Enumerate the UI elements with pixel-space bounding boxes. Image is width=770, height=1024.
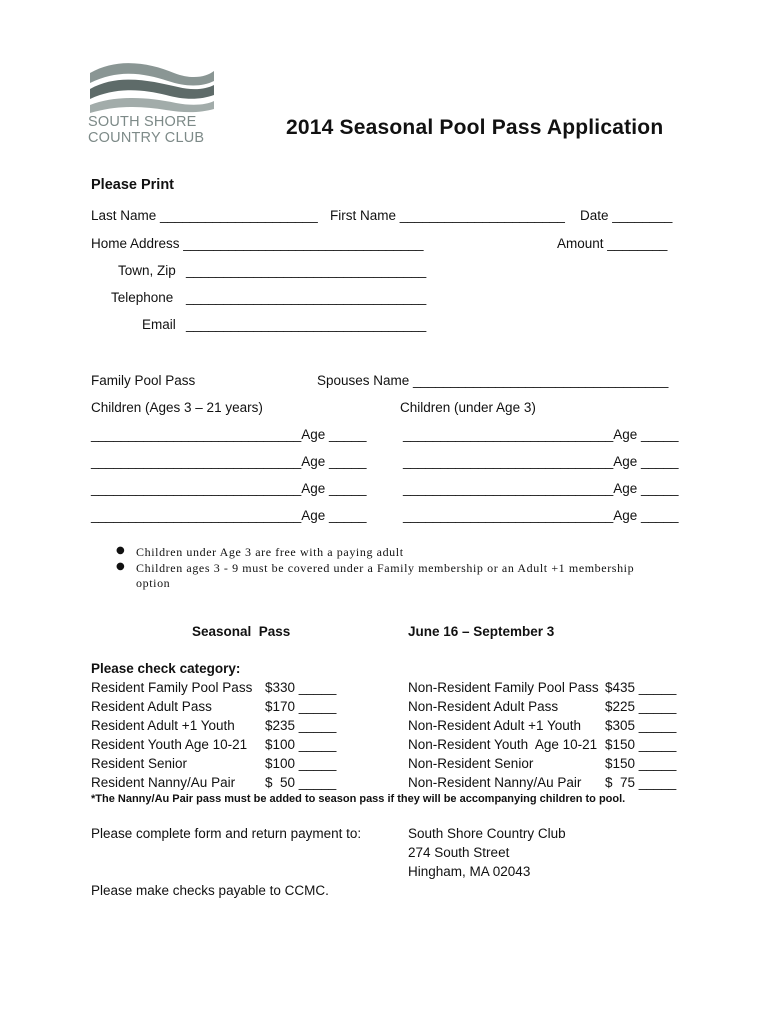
resident-family-pool-pass: Resident Family Pool Pass bbox=[91, 680, 253, 695]
nonresident-youth-price[interactable]: $150 _____ bbox=[605, 737, 677, 752]
child-younger-line-3[interactable]: ____________________________Age _____ bbox=[403, 481, 679, 496]
return-label: Please complete form and return payment to: bbox=[91, 826, 362, 841]
nanny-note: *The Nanny/Au Pair pass must be added to season pass if they will be accompanying children to pool. bbox=[91, 793, 626, 805]
page-title: 2014 Seasonal Pool Pass Application bbox=[286, 116, 664, 139]
checks-payable-note: Please make checks payable to CCMC. bbox=[91, 883, 329, 898]
resident-senior: Resident Senior bbox=[91, 756, 188, 771]
return-address-line-3: Hingham, MA 02043 bbox=[408, 864, 531, 879]
child-older-line-3[interactable]: ____________________________Age _____ bbox=[91, 481, 367, 496]
family-pool-pass-label: Family Pool Pass bbox=[91, 373, 196, 388]
category-heading: Please check category: bbox=[91, 661, 241, 676]
nonresident-nanny-price[interactable]: $ 75 _____ bbox=[605, 775, 677, 790]
logo-text-line-1: SOUTH SHORE bbox=[88, 114, 197, 130]
return-address-line-1: South Shore Country Club bbox=[408, 826, 566, 841]
resident-nanny-price[interactable]: $ 50 _____ bbox=[265, 775, 337, 790]
email-field[interactable]: ________________________________ bbox=[186, 317, 427, 332]
town-zip-label: Town, Zip bbox=[118, 263, 176, 278]
telephone-field[interactable]: ________________________________ bbox=[186, 290, 427, 305]
please-print-heading: Please Print bbox=[91, 177, 175, 193]
nonresident-nanny: Non-Resident Nanny/Au Pair bbox=[408, 775, 582, 790]
town-zip-field[interactable]: ________________________________ bbox=[186, 263, 427, 278]
nonresident-adult-plus-youth-price[interactable]: $305 _____ bbox=[605, 718, 677, 733]
first-name-field[interactable]: First Name ______________________ bbox=[330, 208, 565, 223]
nonresident-adult-pass-price[interactable]: $225 _____ bbox=[605, 699, 677, 714]
child-younger-line-2[interactable]: ____________________________Age _____ bbox=[403, 454, 679, 469]
last-name-field[interactable]: Last Name _____________________ bbox=[91, 208, 318, 223]
nonresident-adult-pass: Non-Resident Adult Pass bbox=[408, 699, 559, 714]
resident-adult-pass-price[interactable]: $170 _____ bbox=[265, 699, 337, 714]
nonresident-youth: Non-Resident Youth Age 10-21 bbox=[408, 737, 598, 752]
logo-text-line-2: COUNTRY CLUB bbox=[88, 130, 205, 146]
resident-senior-price[interactable]: $100 _____ bbox=[265, 756, 337, 771]
children-younger-heading: Children (under Age 3) bbox=[400, 400, 536, 415]
note-under-3: Children under Age 3 are free with a paying adult bbox=[136, 545, 404, 559]
children-older-heading: Children (Ages 3 – 21 years) bbox=[91, 400, 263, 415]
bullet-icon: ● bbox=[116, 545, 125, 556]
child-older-line-4[interactable]: ____________________________Age _____ bbox=[91, 508, 367, 523]
resident-family-pool-pass-price[interactable]: $330 _____ bbox=[265, 680, 337, 695]
resident-adult-plus-youth-price[interactable]: $235 _____ bbox=[265, 718, 337, 733]
child-older-line-1[interactable]: ____________________________Age _____ bbox=[91, 427, 367, 442]
resident-youth: Resident Youth Age 10-21 bbox=[91, 737, 248, 752]
email-label: Email bbox=[142, 317, 176, 332]
seasonal-pass-label: Seasonal Pass bbox=[192, 624, 291, 639]
home-address-field[interactable]: Home Address ________________________________ bbox=[91, 236, 424, 251]
nonresident-adult-plus-youth: Non-Resident Adult +1 Youth bbox=[408, 718, 582, 733]
child-younger-line-1[interactable]: ____________________________Age _____ bbox=[403, 427, 679, 442]
child-older-line-2[interactable]: ____________________________Age _____ bbox=[91, 454, 367, 469]
nonresident-senior-price[interactable]: $150 _____ bbox=[605, 756, 677, 771]
bullet-icon: ● bbox=[116, 561, 125, 572]
note-ages-3-9: Children ages 3 - 9 must be covered under a Family membership or an Adult +1 membership bbox=[136, 561, 635, 575]
nonresident-senior: Non-Resident Senior bbox=[408, 756, 534, 771]
amount-field[interactable]: Amount ________ bbox=[557, 236, 668, 251]
resident-adult-plus-youth: Resident Adult +1 Youth bbox=[91, 718, 235, 733]
resident-nanny: Resident Nanny/Au Pair bbox=[91, 775, 236, 790]
return-address-line-2: 274 South Street bbox=[408, 845, 510, 860]
date-field[interactable]: Date ________ bbox=[580, 208, 673, 223]
season-dates: June 16 – September 3 bbox=[408, 624, 555, 639]
resident-youth-price[interactable]: $100 _____ bbox=[265, 737, 337, 752]
telephone-label: Telephone bbox=[111, 290, 174, 305]
club-logo-waves-icon bbox=[88, 55, 216, 117]
note-ages-3-9-continued: option bbox=[136, 576, 171, 590]
nonresident-family-pool-pass: Non-Resident Family Pool Pass bbox=[408, 680, 599, 695]
resident-adult-pass: Resident Adult Pass bbox=[91, 699, 212, 714]
nonresident-family-pool-pass-price[interactable]: $435 _____ bbox=[605, 680, 677, 695]
child-younger-line-4[interactable]: ____________________________Age _____ bbox=[403, 508, 679, 523]
spouses-name-field[interactable]: Spouses Name __________________________________ bbox=[317, 373, 669, 388]
